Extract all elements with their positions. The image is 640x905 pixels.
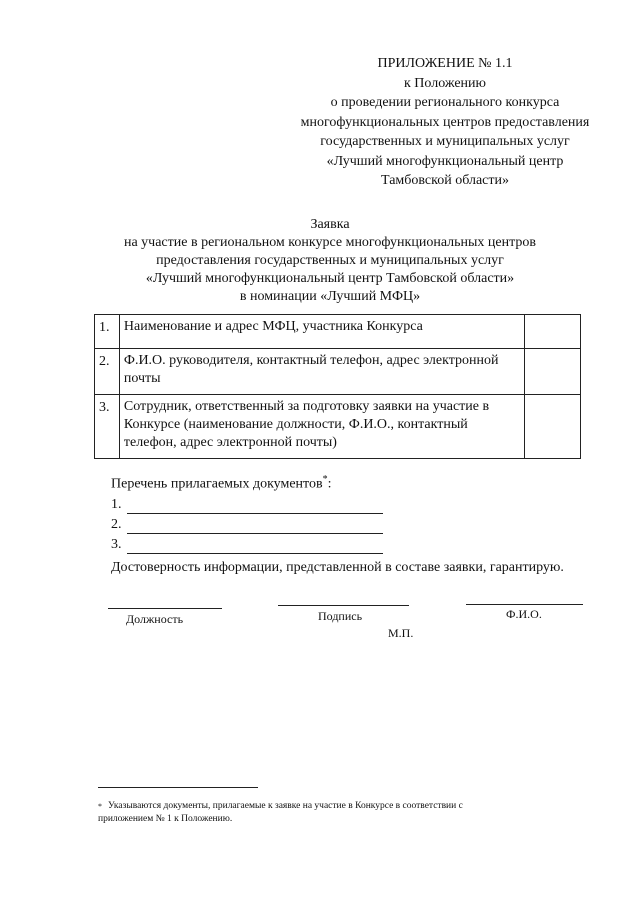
row-value-cell[interactable] xyxy=(524,349,580,395)
request-line: предоставления государственных и муниципальных услуг xyxy=(156,253,504,268)
row-value-cell[interactable] xyxy=(524,395,580,459)
stamp-label: М.П. xyxy=(388,626,414,640)
documents-title-text: Перечень прилагаемых документов xyxy=(111,476,323,492)
annex-line: «Лучший многофункциональный центр xyxy=(326,153,564,169)
application-table xyxy=(94,314,581,459)
document-item-number: 3. xyxy=(111,536,122,552)
position-signature-line[interactable] xyxy=(108,608,222,609)
fio-label: Ф.И.О. xyxy=(506,607,542,621)
annex-line: многофункциональных центров предоставления xyxy=(300,114,590,130)
annex-header xyxy=(280,54,610,191)
request-title xyxy=(60,216,600,306)
footnote-divider xyxy=(98,787,258,788)
footnote xyxy=(98,800,478,826)
request-line: «Лучший многофункциональный центр Тамбовской области» xyxy=(145,271,515,286)
row-number: 1. xyxy=(95,315,120,349)
document-item xyxy=(111,494,383,514)
documents-list xyxy=(111,470,383,554)
documents-title: Перечень прилагаемых документов*: xyxy=(111,474,332,492)
row-value-cell[interactable] xyxy=(524,315,580,349)
annex-line: ПРИЛОЖЕНИЕ № 1.1 xyxy=(377,56,513,71)
signature-label: Подпись xyxy=(318,609,363,623)
request-line: Заявка xyxy=(310,217,350,232)
annex-line: Тамбовской области» xyxy=(380,173,510,188)
table-row xyxy=(95,349,581,395)
document-item-number: 2. xyxy=(111,516,122,532)
row-label: Наименование и адрес МФЦ, участника Конкурса xyxy=(119,315,524,349)
document-item xyxy=(111,534,383,554)
annex-line: к Положению xyxy=(403,75,486,91)
document-item xyxy=(111,514,383,534)
guarantee-statement: Достоверность информации, представленной в составе заявки, гарантирую. xyxy=(111,560,564,575)
table-row xyxy=(95,315,581,349)
document-item-blank[interactable] xyxy=(127,519,383,534)
annex-line: государственных и муниципальных услуг xyxy=(320,134,570,149)
row-label: Сотрудник, ответственный за подготовку заявки на участие в Конкурсе (наименование должности, Ф.И.О., контактный телефон, адрес электронной почты) xyxy=(119,395,524,459)
row-label: Ф.И.О. руководителя, контактный телефон, адрес электронной почты xyxy=(119,349,524,395)
row-number: 2. xyxy=(95,349,120,395)
footnote-mark: * xyxy=(98,802,102,811)
document-item-blank[interactable] xyxy=(127,539,383,554)
signature-line[interactable] xyxy=(278,605,409,606)
fio-signature-line[interactable] xyxy=(466,604,583,605)
annex-line: о проведении регионального конкурса xyxy=(330,95,560,110)
request-line: в номинации «Лучший МФЦ» xyxy=(239,289,421,304)
request-line: на участие в региональном конкурсе многофункциональных центров xyxy=(123,235,537,250)
document-item-blank[interactable] xyxy=(127,499,383,514)
row-number: 3. xyxy=(95,395,120,459)
table-row xyxy=(95,395,581,459)
footnote-text: Указываются документы, прилагаемые к заявке на участие в Конкурсе в соответствии с приложением № 1 к Положению. xyxy=(98,801,463,824)
document-item-number: 1. xyxy=(111,496,122,512)
footnote-reference: * xyxy=(322,474,328,485)
position-label: Должность xyxy=(126,612,184,626)
